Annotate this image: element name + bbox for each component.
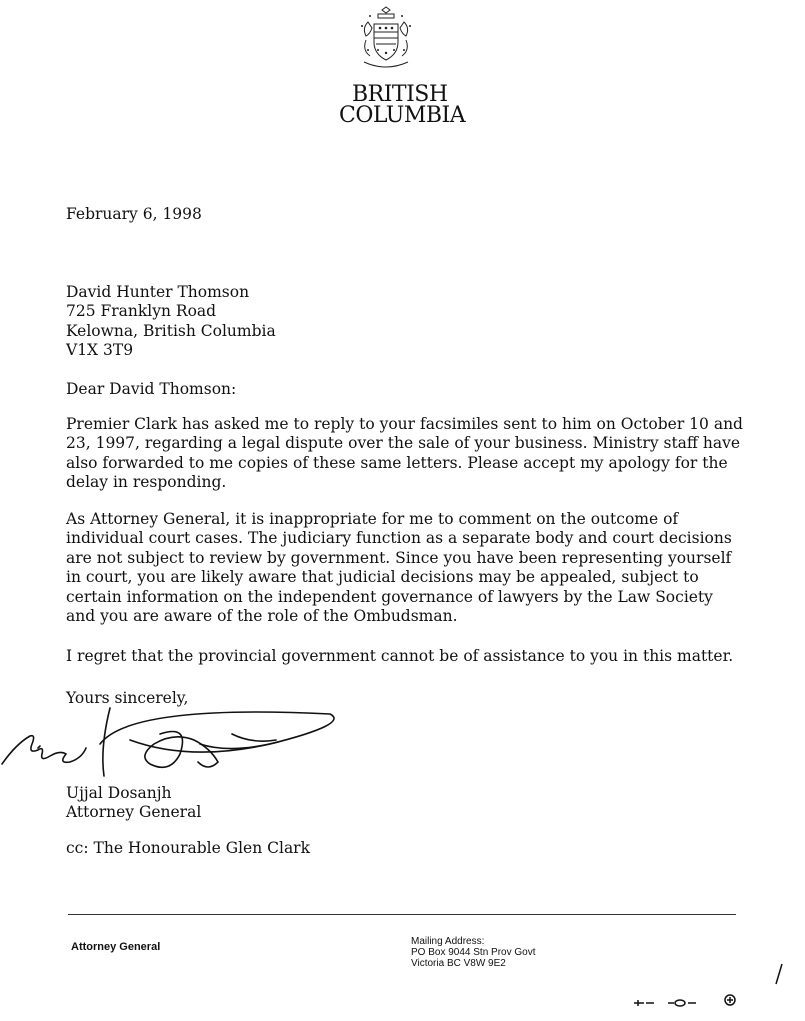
letter-date: February 6, 1998 (66, 205, 202, 223)
body-paragraph-3 (66, 647, 766, 666)
mailing-address-label: Mailing Address: (411, 936, 485, 947)
cc-line: cc: The Honourable Glen Clark (66, 839, 310, 857)
body-paragraph-2-text: As Attorney General, it is inappropriate for me to comment on the outcome of individual court cases. The judiciary function as a separate body and court decisions are not subject to review by government. Since you have been representing yourself in court, you are likely aware that judicial decisions may be appealed, subject to certain information on the independent governance of lawyers by the Law Society and you are aware of the role of the Ombudsman. (66, 510, 732, 626)
body-paragraph-2 (66, 510, 746, 626)
recipient-name: David Hunter Thomson (66, 283, 250, 301)
recipient-street: 725 Franklyn Road (66, 302, 217, 321)
mailing-address-line-1: PO Box 9044 Stn Prov Govt (411, 947, 536, 958)
mailing-address (411, 936, 536, 969)
letterhead-british: BRITISH (352, 82, 448, 107)
scan-artifacts-icon (620, 960, 805, 1021)
body-paragraph-1 (66, 415, 746, 493)
body-paragraph-1-text: Premier Clark has asked me to reply to your facsimiles sent to him on October 10 and 23, 1997, regarding a legal dispute over the sale of your business. Ministry staff have also forwarded to me copies of these same letters. Please accept my apology for the delay in responding. (66, 415, 743, 492)
footer-divider (68, 914, 736, 915)
signer-title: Attorney General (66, 803, 202, 821)
letterhead-columbia: COLUMBIA (339, 103, 466, 128)
closing: Yours sincerely, (66, 689, 189, 707)
salutation: Dear David Thomson: (66, 380, 237, 398)
mailing-address-line-2: Victoria BC V8W 9E2 (411, 958, 506, 969)
body-paragraph-3-text: I regret that the provincial government cannot be of assistance to you in this matter. (66, 647, 734, 665)
recipient-postal-code: V1X 3T9 (66, 341, 134, 360)
recipient-address (66, 283, 276, 361)
signer-name: Ujjal Dosanjh (66, 784, 172, 802)
footer-department: Attorney General (71, 941, 161, 953)
recipient-city: Kelowna, British Columbia (66, 321, 276, 340)
handwritten-signature (0, 704, 340, 788)
bc-coat-of-arms-logo (356, 6, 416, 72)
